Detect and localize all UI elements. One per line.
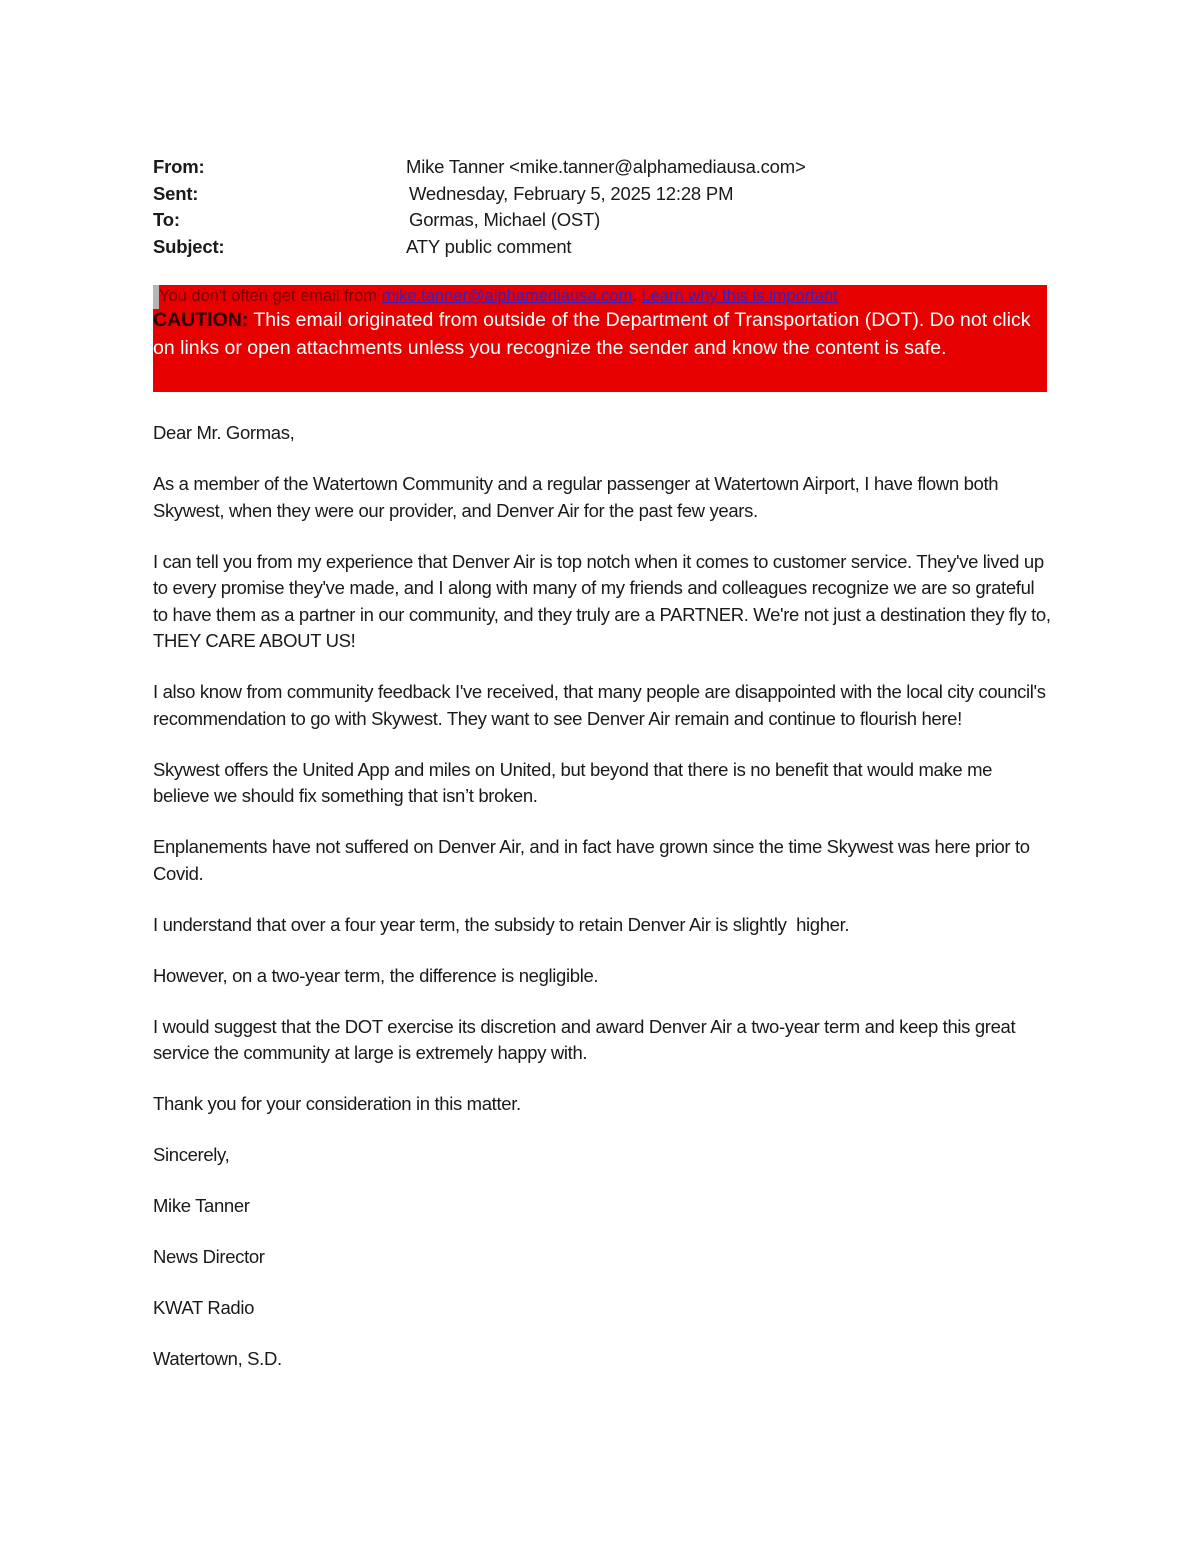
- email-body: [153, 420, 1053, 1397]
- sent-value: Wednesday, February 5, 2025 12:28 PM: [409, 182, 734, 204]
- body-paragraph-6: I understand that over a four year term, the subsidy to retain Denver Air is slightly higher.: [153, 913, 850, 935]
- caution-label: CAUTION:: [153, 309, 249, 331]
- signature-title: News Director: [153, 1246, 265, 1267]
- notice-separator: .: [632, 287, 642, 305]
- from-label: From:: [153, 156, 205, 177]
- body-paragraph-7: However, on a two-year term, the difference is negligible.: [153, 964, 599, 986]
- body-paragraph-9: Thank you for your consideration in this matter.: [153, 1093, 521, 1114]
- to-label: To:: [153, 209, 180, 230]
- body-paragraph-8: I would suggest that the DOT exercise its discretion and award Denver Air a two-year term and keep this great service the community at large is extremely happy with.: [153, 1015, 1016, 1063]
- signature-name: Mike Tanner: [153, 1195, 250, 1216]
- body-paragraph-3: I also know from community feedback I've received, that many people are disappointed with the local city council's recommendation to go with Skywest. They want to see Denver Air remain and continue to flourish here!: [153, 681, 1046, 729]
- sent-row: [153, 181, 1048, 208]
- signature-block: [153, 1142, 1053, 1373]
- from-row: [153, 154, 1048, 181]
- caution-text: This email originated from outside of the Department of Transportation (DOT). Do not click on links or open attachments unless you recognize the sender and know the content is safe.: [153, 309, 1031, 359]
- learn-why-link[interactable]: Learn why this is important: [641, 287, 838, 305]
- body-paragraph-1: As a member of the Watertown Community and a regular passenger at Watertown Airport, I have flown both Skywest, when they were our provider, and Denver Air for the past few years.: [153, 473, 999, 521]
- notice-prefix: You don't often get email from: [159, 287, 382, 305]
- body-paragraph-2: I can tell you from my experience that Denver Air is top notch when it comes to customer service. They've lived up to every promise they've made, and I along with many of my friends and colleagues recognize we are so grateful to have them as a partner in our community, and they truly are a PARTNER. We're not just a destination they fly to, THEY CARE ABOUT US!: [153, 550, 1051, 651]
- signature-organization: KWAT Radio: [153, 1297, 255, 1318]
- subject-label: Subject:: [153, 235, 225, 257]
- greeting: Dear Mr. Gormas,: [153, 422, 295, 443]
- signature-location: Watertown, S.D.: [153, 1348, 282, 1369]
- to-value: Gormas, Michael (OST): [409, 209, 601, 230]
- first-time-sender-notice: [153, 285, 1047, 309]
- email-header: [153, 154, 1048, 260]
- sent-label: Sent:: [153, 182, 199, 204]
- to-row: [153, 207, 1048, 234]
- external-email-caution-banner: [153, 285, 1047, 392]
- notice-marker: [153, 285, 159, 309]
- closing: Sincerely,: [153, 1144, 230, 1165]
- caution-message: [153, 307, 1047, 362]
- sender-email-link[interactable]: mike.tanner@alphamediausa.com: [381, 287, 633, 305]
- body-paragraph-4: Skywest offers the United App and miles on United, but beyond that there is no benefit that would make me believe we should fix something that isn’t broken.: [153, 758, 993, 806]
- subject-value: ATY public comment: [406, 235, 572, 257]
- subject-row: [153, 234, 1048, 261]
- from-value: Mike Tanner <mike.tanner@alphamediausa.com>: [406, 156, 806, 177]
- body-paragraph-5: Enplanements have not suffered on Denver Air, and in fact have grown since the time Skywest was here prior to Covid.: [153, 836, 1030, 884]
